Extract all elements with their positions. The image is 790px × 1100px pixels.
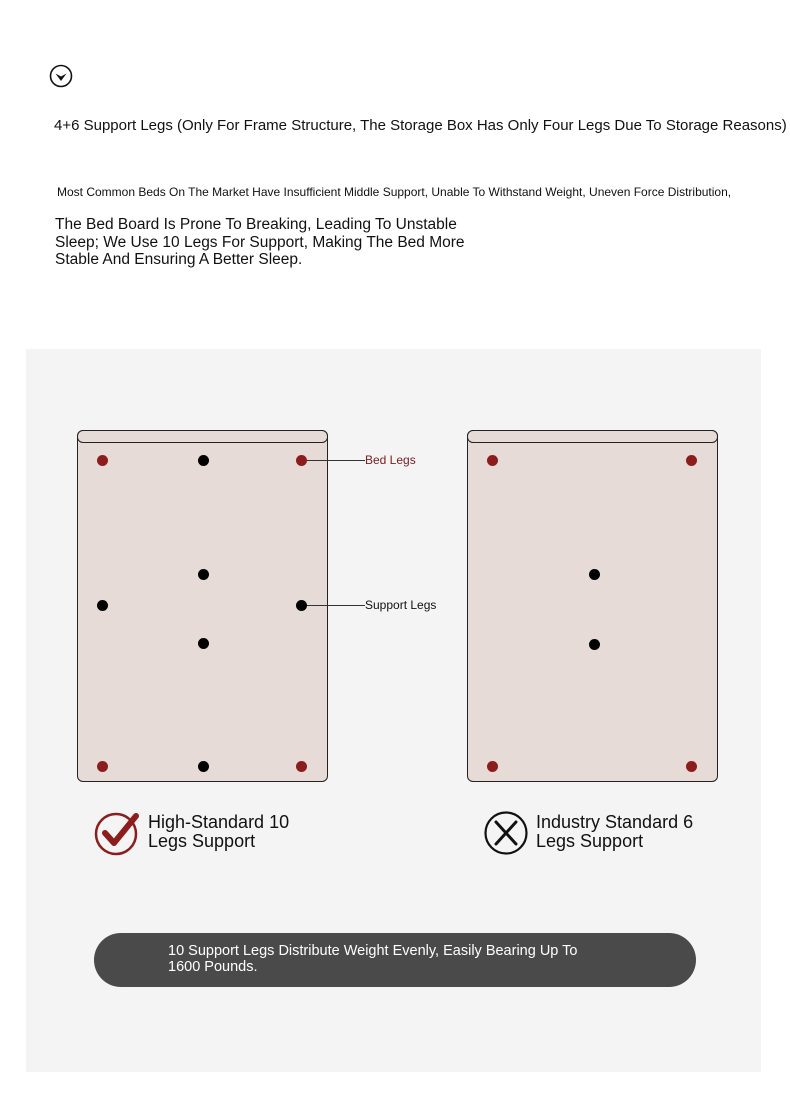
support-leg-dot bbox=[296, 600, 307, 611]
support-leg-dot bbox=[97, 600, 108, 611]
support-leg-dot bbox=[198, 569, 209, 580]
bed-leg-dot bbox=[97, 455, 108, 466]
x-circle-icon bbox=[483, 810, 529, 856]
bed-legs-label: Bed Legs bbox=[365, 453, 416, 467]
bed-leg-dot bbox=[296, 761, 307, 772]
bed-leg-dot bbox=[296, 455, 307, 466]
support-legs-label: Support Legs bbox=[365, 598, 437, 612]
high-standard-badge-label: High-Standard 10 Legs Support bbox=[148, 812, 290, 851]
bed-legs-leader-line bbox=[307, 460, 365, 461]
bed-leg-dot bbox=[97, 761, 108, 772]
support-leg-dot bbox=[198, 761, 209, 772]
headboard bbox=[467, 430, 718, 443]
support-leg-dot bbox=[589, 569, 600, 580]
bed-diagram-6-legs bbox=[467, 430, 718, 782]
summary-banner-text: 10 Support Legs Distribute Weight Evenly, Easily Bearing Up To 1600 Pounds. bbox=[168, 943, 578, 975]
bed-leg-dot bbox=[487, 761, 498, 772]
support-leg-dot bbox=[198, 455, 209, 466]
leg-comparison-panel bbox=[26, 349, 761, 1072]
bed-leg-dot bbox=[686, 761, 697, 772]
support-leg-dot bbox=[198, 638, 209, 649]
section-heading: 4+6 Support Legs (Only For Frame Structure, The Storage Box Has Only Four Legs Due To Storage Reasons) bbox=[54, 117, 787, 134]
bed-leg-dot bbox=[686, 455, 697, 466]
support-legs-leader-line bbox=[307, 605, 365, 606]
industry-standard-badge-label: Industry Standard 6 Legs Support bbox=[536, 812, 694, 851]
bed-diagram-10-legs bbox=[77, 430, 328, 782]
support-leg-dot bbox=[589, 639, 600, 650]
headboard bbox=[77, 430, 328, 443]
intro-text: Most Common Beds On The Market Have Insufficient Middle Support, Unable To Withstand Weight, Uneven Force Distribution, bbox=[57, 185, 732, 199]
body-text: The Bed Board Is Prone To Breaking, Leading To Unstable Sleep; We Use 10 Legs For Support, Making The Bed More Stable And Ensuring A Better Sleep. bbox=[55, 216, 465, 268]
chevron-down-circle-icon[interactable] bbox=[49, 64, 73, 88]
check-circle-icon bbox=[94, 810, 140, 856]
bed-leg-dot bbox=[487, 455, 498, 466]
summary-banner bbox=[94, 933, 696, 987]
